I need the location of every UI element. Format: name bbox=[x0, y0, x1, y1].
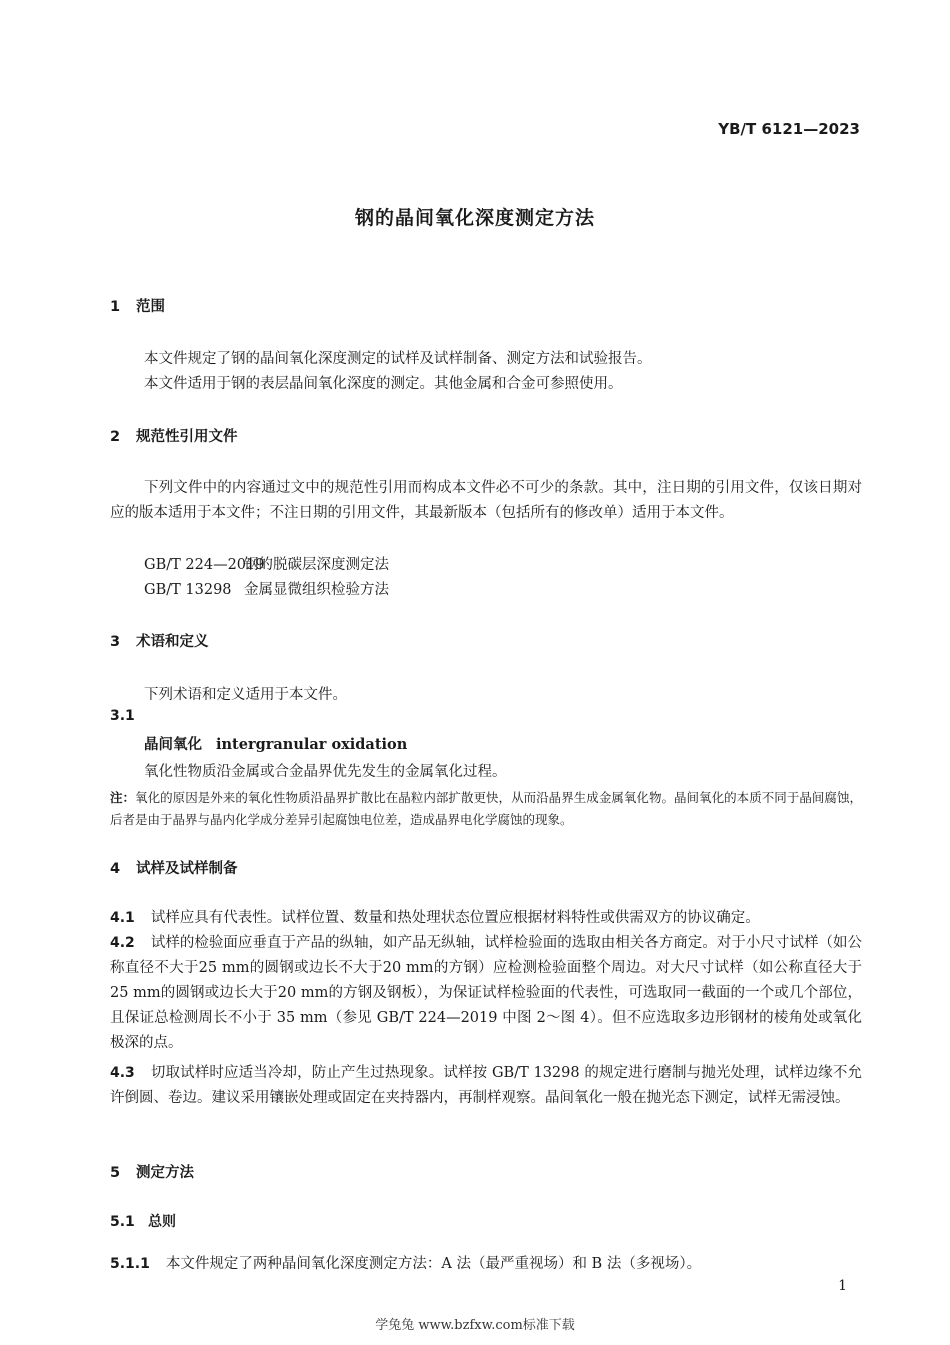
clause-4-2 bbox=[110, 931, 862, 1056]
clause-text: 切取试样时应适当冷却，防止产生过热现象。试样按 GB/T 13298 的规定进行磨制与抛光处理，试样边缘不允许倒圆、卷边。建议采用镶嵌处理或固定在夹持器内，再制样观察。晶间氧化一般在抛光态下测定，试样无需浸蚀。 bbox=[110, 1065, 862, 1106]
section-number: 1 bbox=[110, 299, 121, 315]
section-title: 范围 bbox=[136, 299, 165, 315]
section-heading-terms-definitions bbox=[110, 630, 209, 651]
clause-4-3 bbox=[110, 1061, 862, 1111]
clause-text: 本文件规定了两种晶间氧化深度测定方法：A 法（最严重视场）和 B 法（多视场）。 bbox=[165, 1256, 702, 1272]
scope-paragraph-2: 本文件适用于钢的表层晶间氧化深度的测定。其他金属和合金可参照使用。 bbox=[144, 376, 623, 392]
section-heading-test-method bbox=[110, 1161, 194, 1182]
clause-number: 4.2 bbox=[110, 935, 135, 951]
normative-references-paragraph: 下列文件中的内容通过文中的规范性引用而构成本文件必不可少的条款。其中，注日期的引用文件，仅该日期对应的版本适用于本文件；不注日期的引用文件，其最新版本（包括所有的修改单）适用于本文件。 bbox=[110, 480, 862, 521]
term-number: 3.1 bbox=[110, 708, 135, 724]
clause-title: 总则 bbox=[148, 1214, 176, 1230]
term-entry bbox=[144, 733, 407, 754]
reference-code: GB/T 224—2019 bbox=[144, 557, 265, 573]
standard-number: YB/T 6121—2023 bbox=[718, 120, 860, 138]
reference-title: 金属显微组织检验方法 bbox=[244, 582, 389, 598]
reference-title: 钢的脱碳层深度测定法 bbox=[244, 557, 389, 573]
section-number: 3 bbox=[110, 634, 121, 650]
term-definition: 氧化性物质沿金属或合金晶界优先发生的金属氧化过程。 bbox=[144, 764, 507, 780]
note-label: 注： bbox=[110, 790, 136, 805]
clause-4-1 bbox=[110, 906, 862, 931]
terms-intro-paragraph: 下列术语和定义适用于本文件。 bbox=[144, 687, 347, 703]
section-number: 5 bbox=[110, 1165, 121, 1181]
clause-5-1-heading bbox=[110, 1211, 176, 1231]
section-title: 规范性引用文件 bbox=[136, 429, 238, 445]
clause-text: 试样应具有代表性。试样位置、数量和热处理状态位置应根据材料特性或供需双方的协议确定。 bbox=[150, 910, 760, 926]
reference-item bbox=[144, 578, 389, 599]
section-heading-normative-references bbox=[110, 425, 238, 446]
clause-number: 5.1 bbox=[110, 1214, 135, 1230]
scope-paragraph-1: 本文件规定了钢的晶间氧化深度测定的试样及试样制备、测定方法和试验报告。 bbox=[144, 351, 652, 367]
section-heading-specimen-preparation bbox=[110, 857, 238, 878]
term-english: intergranular oxidation bbox=[216, 736, 408, 753]
term-note bbox=[110, 787, 862, 831]
clause-number: 5.1.1 bbox=[110, 1256, 150, 1272]
section-title: 术语和定义 bbox=[136, 634, 209, 650]
term-chinese: 晶间氧化 bbox=[144, 737, 202, 753]
clause-text: 试样的检验面应垂直于产品的纵轴，如产品无纵轴，试样检验面的选取由相关各方商定。对于小尺寸试样（如公称直径不大于25 mm的圆钢或边长不大于20 mm的方钢）应检测检验面整个周边。对大尺寸试样（如公称直径大于25 mm的圆钢或边长大于20 mm的方钢及钢板），为保证试样检验面的代表性，可选取同一截面的一个或几个部位，且保证总检测周长不小于 35 mm（参见 GB/T 224—2019 中图 2～图 4）。但不应选取多边形钢材的棱角处或氧化极深的点。 bbox=[110, 935, 862, 1051]
reference-code: GB/T 13298 bbox=[144, 582, 232, 598]
section-number: 4 bbox=[110, 861, 121, 877]
reference-item bbox=[144, 553, 389, 574]
section-number: 2 bbox=[110, 429, 121, 445]
clause-number: 4.1 bbox=[110, 910, 135, 926]
page-number: 1 bbox=[838, 1278, 847, 1294]
section-title: 试样及试样制备 bbox=[136, 861, 238, 877]
note-text: 氧化的原因是外来的氧化性物质沿晶界扩散比在晶粒内部扩散更快，从而沿晶界生成金属氧化物。晶间氧化的本质不同于晶间腐蚀，后者是由于晶界与晶内化学成分差异引起腐蚀电位差，造成晶界电化学腐蚀的现象。 bbox=[110, 790, 862, 827]
clause-number: 4.3 bbox=[110, 1065, 135, 1081]
section-heading-scope bbox=[110, 295, 165, 316]
footer-watermark: 学兔兔 www.bzfxw.com标准下载 bbox=[375, 1318, 575, 1333]
clause-5-1-1 bbox=[110, 1252, 701, 1273]
document-title: 钢的晶间氧化深度测定方法 bbox=[354, 207, 595, 229]
section-title: 测定方法 bbox=[136, 1165, 194, 1181]
